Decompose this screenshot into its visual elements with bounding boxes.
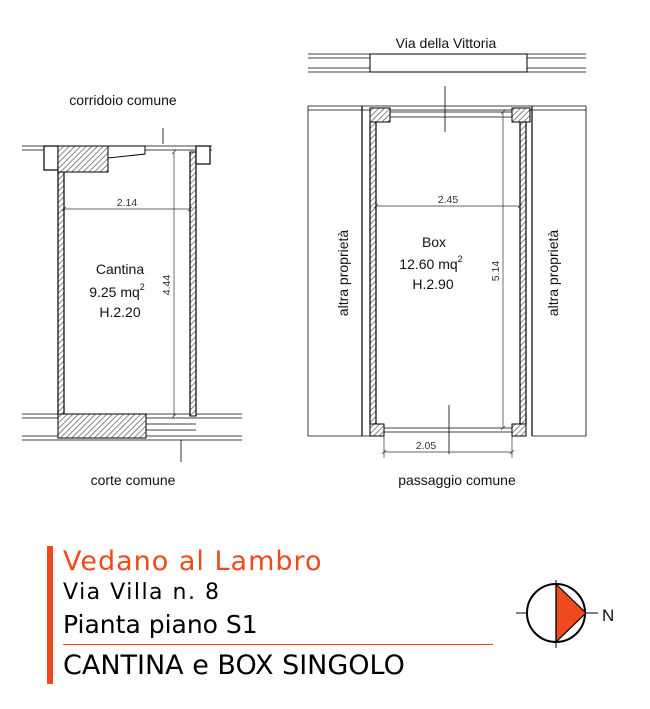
title-plan: Pianta piano S1 — [63, 610, 258, 639]
north-arrow-icon — [516, 580, 614, 648]
box-plan — [308, 35, 586, 488]
label-passaggio-comune: passaggio comune — [398, 472, 516, 488]
title-accent-bar — [47, 546, 53, 684]
hatched-wall — [58, 146, 108, 172]
label-via-della-vittoria: Via della Vittoria — [395, 35, 497, 51]
title-address: Via Villa n. 8 — [63, 580, 221, 605]
box-name: Box — [421, 234, 447, 250]
cantina-name: Cantina — [95, 261, 145, 277]
cantina-height: H.2.20 — [99, 304, 141, 320]
north-label: N — [602, 606, 615, 625]
box-width-dim: 2.45 — [437, 194, 459, 206]
cantina-width-dim: 2.14 — [116, 197, 138, 209]
title-city: Vedano al Lambro — [63, 546, 323, 577]
cantina-area: 9.25 $mq^2$ — [89, 282, 145, 300]
label-corte-comune: corte comune — [90, 472, 176, 488]
label-altra-proprieta-right: altra proprietà — [545, 229, 561, 317]
cantina-length-dim: 4.44 — [161, 274, 173, 296]
box-length-dim: 5.14 — [490, 260, 502, 282]
label-altra-proprieta-left: altra proprietà — [335, 229, 351, 317]
box-height: H.2.90 — [412, 276, 454, 292]
title-block — [47, 546, 493, 686]
box-area: 12.60 $mq^2$ — [399, 254, 463, 272]
title-divider — [63, 644, 493, 645]
label-corridoio-comune: corridoio comune — [69, 92, 177, 108]
title-type: CANTINA e BOX SINGOLO — [63, 650, 405, 681]
cantina-plan — [22, 92, 242, 488]
box-door-dim: 2.05 — [415, 440, 437, 452]
